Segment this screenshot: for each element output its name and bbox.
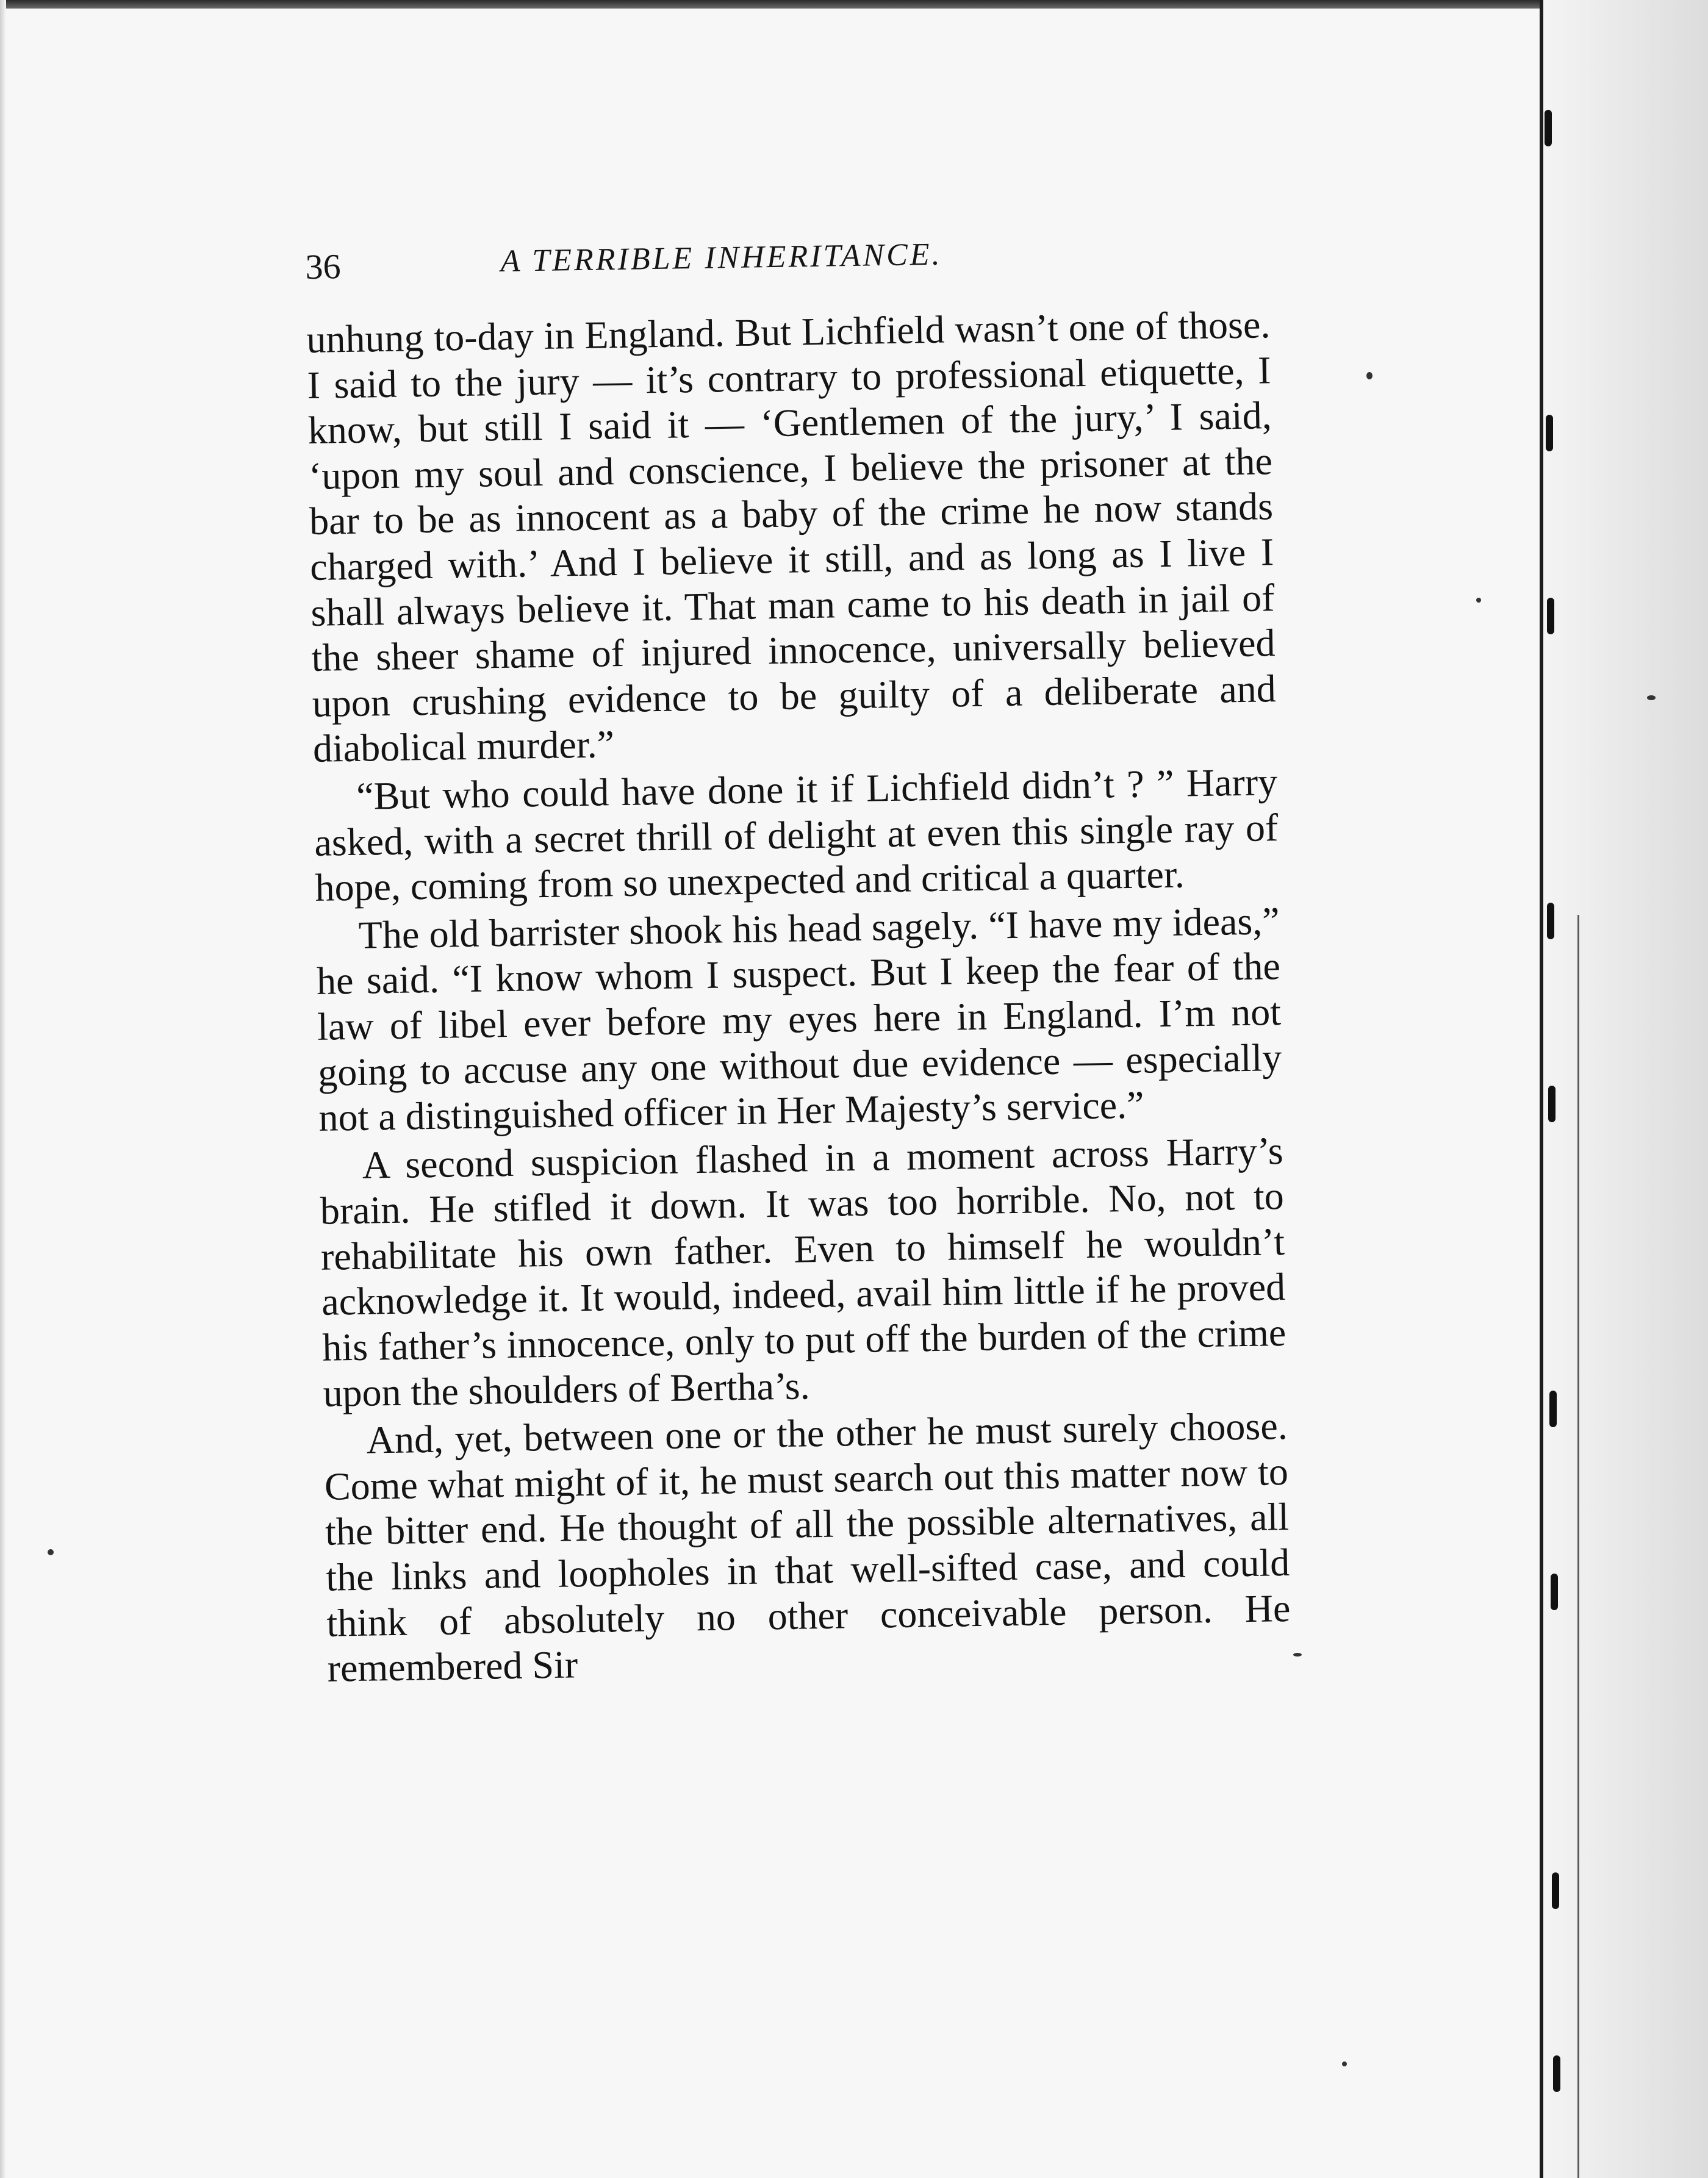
scan-top-edge xyxy=(0,0,1708,9)
dust-speck xyxy=(1476,598,1481,603)
book-binding-edge xyxy=(1543,0,1708,2178)
paragraph: A second suspicion flashed in a moment across Harry’s brain. He stifled it down. It was too horrible. No, not to rehabilitate his own father. Even to himself he wouldn’t acknowledge it. It would, indeed, avail him little if he proved his father’s innocence, only to put off the burden of the crime upon the shoulders of Bertha’s. xyxy=(320,1128,1286,1415)
paragraph: “But who could have done it if Lichfield didn’t ? ” Harry asked, with a secret thrill of delight at even this single ray of hope, coming from so unexpected and critical a quarter. xyxy=(314,760,1279,909)
binding-crease-line xyxy=(1577,915,1579,2178)
binding-stitch xyxy=(1546,415,1553,451)
dust-speck xyxy=(1342,2062,1347,2066)
binding-stitch xyxy=(1551,1574,1558,1610)
scan-left-edge xyxy=(0,0,6,2178)
dust-speck xyxy=(1366,372,1372,379)
binding-stitch xyxy=(1548,1086,1556,1122)
binding-stitch xyxy=(1547,903,1554,939)
page-number: 36 xyxy=(305,246,342,287)
dust-speck xyxy=(1647,695,1656,700)
running-head-title: A TERRIBLE INHERITANCE. xyxy=(500,237,943,279)
binding-stitch xyxy=(1553,2055,1560,2092)
dust-speck xyxy=(1293,1653,1302,1657)
binding-stitch xyxy=(1547,598,1554,634)
binding-stitch xyxy=(1552,1872,1559,1909)
binding-stitch xyxy=(1549,1391,1557,1427)
binding-stitch xyxy=(1545,110,1552,146)
paragraph: And, yet, between one or the other he must surely choose. Come what might of it, he must search out this matter now to the bitter end. He thought of all the possible alternatives, all the links and loopholes in that well-sifted case, and could think of absolutely no other conceivable person. He remembered Sir xyxy=(324,1404,1291,1690)
paragraph: The old barrister shook his head sagely. “I have my ideas,” he said. “I know whom I suspect. But I keep the fear of the law of libel ever before my eyes here in England. I’m not going to accuse any one without due evidence — especially not a distinguished officer in Her Majesty’s service.” xyxy=(316,898,1282,1139)
paragraph: unhung to-day in England. But Lichfield wasn’t one of those. I said to the jury — it’s contrary to professional etiquette, I know, but still I said it — ‘Gentlemen of the jury,’ I said, ‘upon my soul and conscience, I believe the prisoner at the bar to be as innocent as a baby of the crime he now stands charged with.’ And I believe it still, and as long as I live I shall always believe it. That man came to his death in jail of the sheer shame of injured innocence, universally believed upon crushing evidence to be guilty of a deliberate and diabolical murder.” xyxy=(306,303,1277,771)
printed-text-block xyxy=(305,229,1295,1939)
page-gutter-line xyxy=(1540,0,1543,2178)
body-text xyxy=(306,302,1291,1691)
dust-speck xyxy=(48,1549,54,1555)
